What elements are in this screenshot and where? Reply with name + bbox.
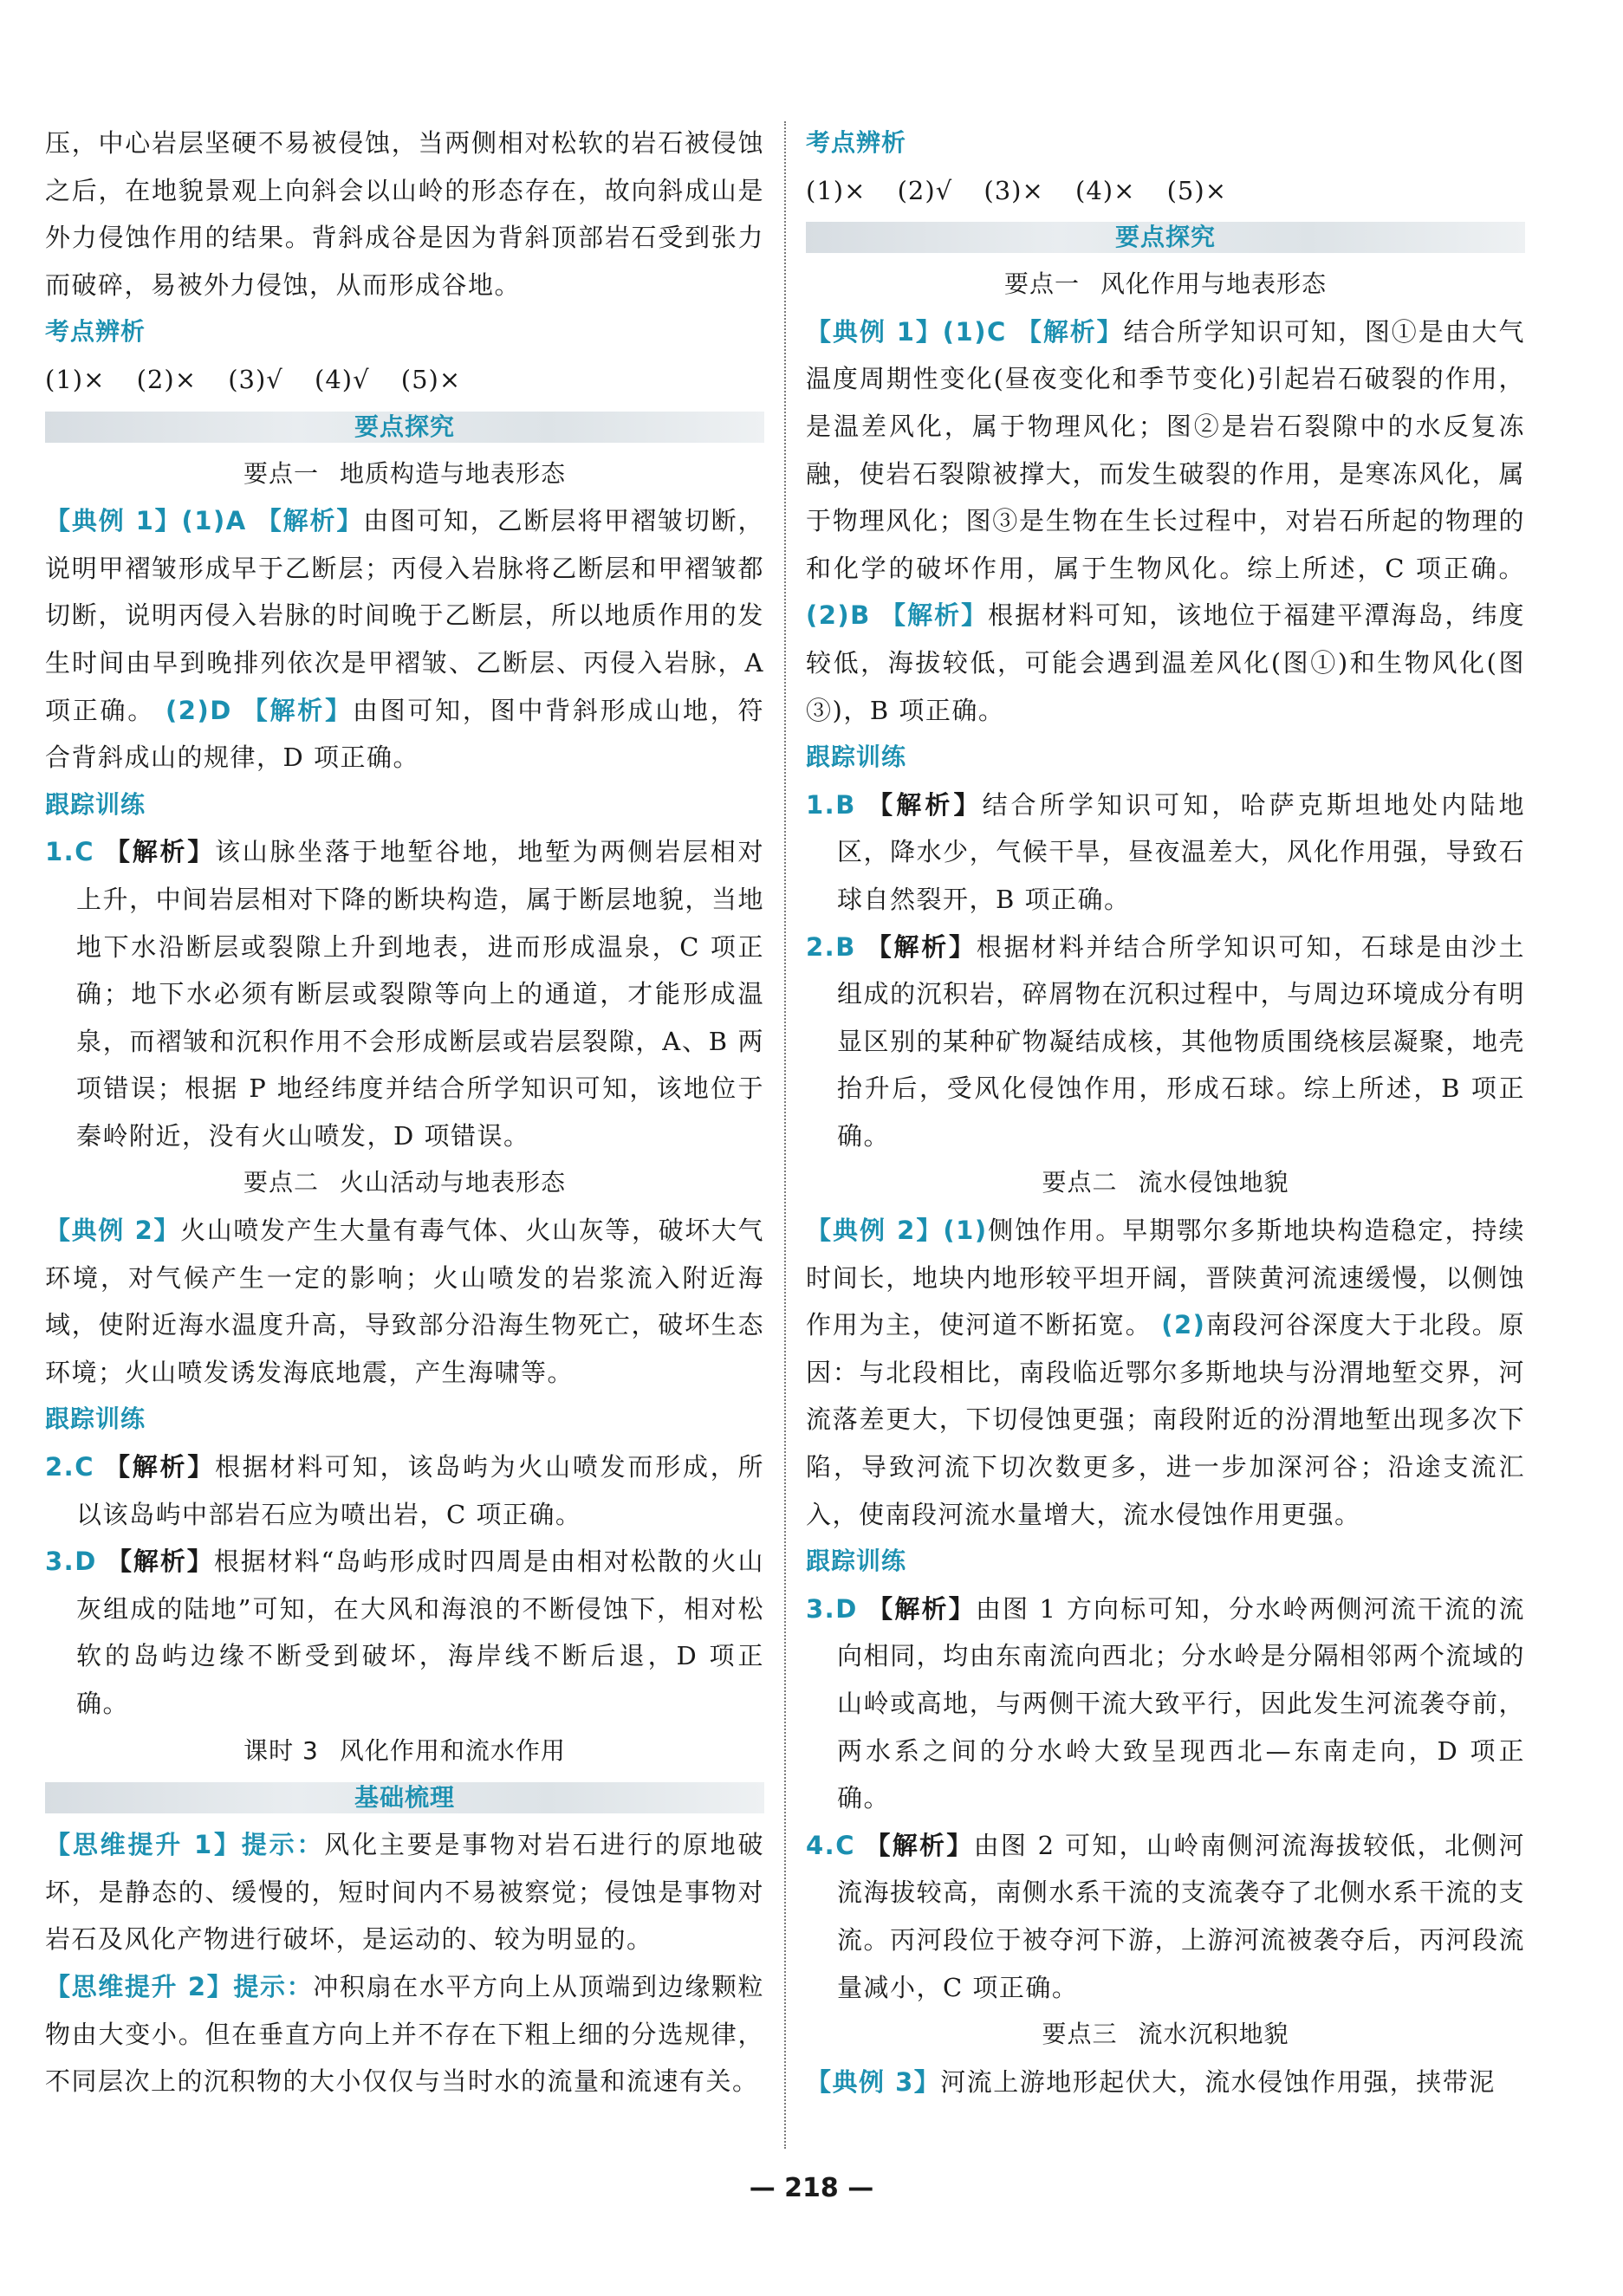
section-band-yaodian <box>806 222 1525 253</box>
subheading-point-3 <box>806 2011 1525 2059</box>
analysis-tag: 【解析】 <box>256 506 364 536</box>
example-tag: 【典例 1】(1)A <box>45 506 247 536</box>
example-1 <box>45 497 764 782</box>
lesson-label: 课时 3 <box>243 1735 319 1765</box>
answer-2: (2)√ <box>897 175 953 205</box>
example-tag: 【典例 1】(1)C <box>806 316 1007 347</box>
subheading-text: 流水侵蚀地貌 <box>1138 1168 1289 1197</box>
analysis-tag: 【解析】 <box>866 931 977 962</box>
genzong-heading: 跟踪训练 <box>45 1404 146 1434</box>
lesson-heading <box>45 1728 764 1775</box>
example-text: 根据材料可知，该地位于福建平潭海岛，纬度较低，海拔较低，可能会遇到温差风化(图①)和生物风化(图③)，B 项正确。 <box>806 600 1525 725</box>
subheading-text: 地质构造与地表形态 <box>340 458 567 488</box>
page-number: — 218 — <box>749 2173 874 2203</box>
analysis-tag: 【解析】 <box>867 1593 976 1624</box>
question-number: 3.D <box>806 1593 858 1624</box>
analysis-tag: 【解析】 <box>880 600 989 631</box>
left-column <box>45 120 764 2105</box>
example-text: 火山喷发产生大量有毒气体、火山灰等，破坏大气环境，对气候产生一定的影响；火山喷发的岩浆流入附近海域，使附近海水温度升高，导致部分沿海生物死亡，破坏生态环境；火山喷发诱发海底地震，产生海啸等。 <box>45 1216 764 1387</box>
genzong-heading: 跟踪训练 <box>45 789 146 819</box>
band-title: 要点探究 <box>354 412 455 441</box>
question-text: 该山脉坐落于地堑谷地，地堑为两侧岩层相对上升，中间岩层相对下降的断块构造，属于断层地貌，当地地下水沿断层或裂隙上升到地表，进而形成温泉，C 项正确；地下水必须有断层或裂隙等向上的通道，才能形成温泉，而褶皱和沉积作用不会形成断层或岩层裂隙，A、B 两项错误；根据 P 地经纬度并结合所学知识可知，该地位于秦岭附近，没有火山喷发，D 项错误。 <box>76 837 764 1151</box>
kaodian-answers <box>806 167 1525 215</box>
intro-paragraph: 压，中心岩层坚硬不易被侵蚀，当两侧相对松软的岩石被侵蚀之后，在地貌景观上向斜会以山岭的形态存在，故向斜成山是外力侵蚀作用的结果。背斜成谷是因为背斜顶部岩石受到张力而破碎，易被外力侵蚀，从而形成谷地。 <box>45 128 764 300</box>
genzong-heading: 跟踪训练 <box>806 1547 907 1576</box>
example-tag: 【典例 2】 <box>45 1216 181 1246</box>
question-1 <box>806 782 1525 924</box>
subheading-text: 流水沉积地貌 <box>1138 2020 1289 2049</box>
example-3 <box>806 2059 1525 2106</box>
question-text: 根据材料并结合所学知识可知，石球是由沙土组成的沉积岩，碎屑物在沉积过程中，与周边环境成分有明显区别的某种矿物凝结成核，其他物质围绕核层凝聚，地壳抬升后，受风化侵蚀作用，形成石球。综上所述，B 项正确。 <box>837 931 1525 1151</box>
band-title: 要点探究 <box>1114 223 1216 252</box>
example-2 <box>45 1207 764 1396</box>
answer-2: (2)× <box>136 364 197 394</box>
lesson-title: 风化作用和流水作用 <box>339 1735 566 1765</box>
question-2 <box>45 1443 764 1538</box>
analysis-tag: 【解析】 <box>242 695 353 725</box>
subheading-point-2 <box>806 1159 1525 1207</box>
subheading-point-1 <box>806 261 1525 308</box>
question-text: 由图 2 可知，山岭南侧河流海拔较低，北侧河流海拔较高，南侧水系干流的支流袭夺了北侧水系干流的支流。丙河段位于被夺河下游，上游河流被袭夺后，丙河段流量减小，C 项正确。 <box>837 1830 1525 2002</box>
question-number: 1.B <box>806 789 856 820</box>
example-subtag: (2)D <box>166 695 232 725</box>
section-band-yaodian <box>45 412 764 443</box>
analysis-tag: 【解析】 <box>867 789 983 820</box>
subheading-label: 要点一 <box>243 458 319 488</box>
example-tag: 【典例 2】(1) <box>806 1216 988 1246</box>
genzong-heading: 跟踪训练 <box>806 743 907 772</box>
question-number: 2.C <box>45 1452 94 1482</box>
subheading-label: 要点二 <box>1042 1168 1118 1197</box>
column-divider <box>784 121 786 2149</box>
example-subtag: (2) <box>1161 1310 1206 1340</box>
kaodian-answers <box>45 356 764 404</box>
answer-4: (4)× <box>1075 175 1136 205</box>
subheading-label: 要点二 <box>243 1168 319 1197</box>
question-number: 4.C <box>806 1830 855 1860</box>
question-text: 根据材料“岛屿形成时四周是由相对松散的火山灰组成的陆地”可知，在大风和海浪的不断侵蚀下，相对松软的岛屿边缘不断受到破坏，海岸线不断后退，D 项正确。 <box>76 1547 765 1718</box>
question-2 <box>806 924 1525 1160</box>
example-text: 由图可知，图中背斜形成山地，符合背斜成山的规律，D 项正确。 <box>45 695 764 773</box>
band-title: 基础梳理 <box>354 1783 455 1813</box>
right-column <box>806 120 1525 2105</box>
question-3 <box>45 1538 764 1727</box>
example-subtag: (2)B <box>806 600 871 631</box>
thinking-1 <box>45 1821 764 1963</box>
question-1 <box>45 828 764 1159</box>
example-text: 南段河谷深度大于北段。原因：与北段相比，南段临近鄂尔多斯地块与汾渭地堑交界，河流落差更大，下切侵蚀更强；南段附近的汾渭地堑出现多次下陷，导致河流下切次数更多，进一步加深河谷；沿途支流汇入，使南段河流水量增大，流水侵蚀作用更强。 <box>806 1310 1525 1529</box>
answer-1: (1)× <box>45 364 106 394</box>
thinking-2 <box>45 1963 764 2105</box>
answer-1: (1)× <box>806 175 867 205</box>
kaodian-heading: 考点辨析 <box>45 317 146 347</box>
question-text: 结合所学知识可知，哈萨克斯坦地处内陆地区，降水少，气候干旱，昼夜温差大，风化作用强，导致石球自然裂开，B 项正确。 <box>837 789 1525 914</box>
question-text: 根据材料可知，该岛屿为火山喷发而形成，所以该岛屿中部岩石应为喷出岩，C 项正确。 <box>76 1452 764 1529</box>
subheading-point-1 <box>45 451 764 498</box>
example-text: 侧蚀作用。早期鄂尔多斯地块构造稳定，持续时间长，地块内地形较平坦开阔，晋陕黄河流速缓慢，以侧蚀作用为主，使河道不断拓宽。 <box>806 1216 1525 1340</box>
thinking-tag: 【思维提升 2】提示： <box>45 1971 314 2001</box>
analysis-tag: 【解析】 <box>106 1547 214 1577</box>
thinking-tag: 【思维提升 1】提示： <box>45 1830 325 1860</box>
subheading-text: 火山活动与地表形态 <box>340 1168 567 1197</box>
thinking-text: 冲积扇在水平方向上从顶端到边缘颗粒物由大变小。但在垂直方向上并不存在下粗上细的分选规律，不同层次上的沉积物的大小仅仅与当时水的流量和流速有关。 <box>45 1971 764 2097</box>
analysis-tag: 【解析】 <box>104 837 216 867</box>
subheading-label: 要点一 <box>1003 269 1080 299</box>
question-text: 由图 1 方向标可知，分水岭两侧河流干流的流向相同，均由东南流向西北；分水岭是分隔相邻两个流域的山岭或高地，与两侧干流大致平行，因此发生河流袭夺前，两水系之间的分水岭大致呈现西北—东南走向，D 项正确。 <box>837 1593 1525 1813</box>
example-text: 河流上游地形起伏大，流水侵蚀作用强，挟带泥 <box>940 2066 1496 2097</box>
analysis-tag: 【解析】 <box>104 1452 216 1482</box>
example-2 <box>806 1207 1525 1538</box>
analysis-tag: 【解析】 <box>1016 316 1124 347</box>
example-text: 结合所学知识可知，图①是由大气温度周期性变化(昼夜变化和季节变化)引起岩石破裂的作用，是温差风化，属于物理风化；图②是岩石裂隙中的水反复冻融，使岩石裂隙被撑大，而发生破裂的作用，是寒冻风化，属于物理风化；图③是生物在生长过程中，对岩石所起的物理的和化学的破坏作用，属于生物风化。综上所述，C 项正确。 <box>806 316 1525 583</box>
kaodian-heading: 考点辨析 <box>806 128 907 157</box>
example-text: 由图可知，乙断层将甲褶皱切断，说明甲褶皱形成早于乙断层；丙侵入岩脉将乙断层和甲褶皱都切断，说明丙侵入岩脉的时间晚于乙断层，所以地质作用的发生时间由早到晚排列依次是甲褶皱、乙断层、丙侵入岩脉，A 项正确。 <box>45 506 764 725</box>
answer-3: (3)× <box>984 175 1044 205</box>
analysis-tag: 【解析】 <box>865 1830 974 1860</box>
question-number: 1.C <box>45 837 94 867</box>
subheading-point-2 <box>45 1159 764 1207</box>
question-number: 2.B <box>806 931 856 962</box>
question-number: 3.D <box>45 1547 97 1577</box>
example-tag: 【典例 3】 <box>806 2066 941 2097</box>
subheading-text: 风化作用与地表形态 <box>1100 269 1328 299</box>
subheading-label: 要点三 <box>1042 2020 1118 2049</box>
answer-5: (5)× <box>1166 175 1227 205</box>
answer-5: (5)× <box>400 364 462 394</box>
question-3 <box>806 1586 1525 1822</box>
thinking-text: 风化主要是事物对岩石进行的原地破坏，是静态的、缓慢的，短时间内不易被察觉；侵蚀是事物对岩石及风化产物进行破坏，是运动的、较为明显的。 <box>45 1830 764 1955</box>
question-4 <box>806 1822 1525 2011</box>
section-band-jichu <box>45 1782 764 1813</box>
answer-4: (4)√ <box>315 364 370 394</box>
answer-3: (3)√ <box>228 364 283 394</box>
example-1 <box>806 308 1525 734</box>
